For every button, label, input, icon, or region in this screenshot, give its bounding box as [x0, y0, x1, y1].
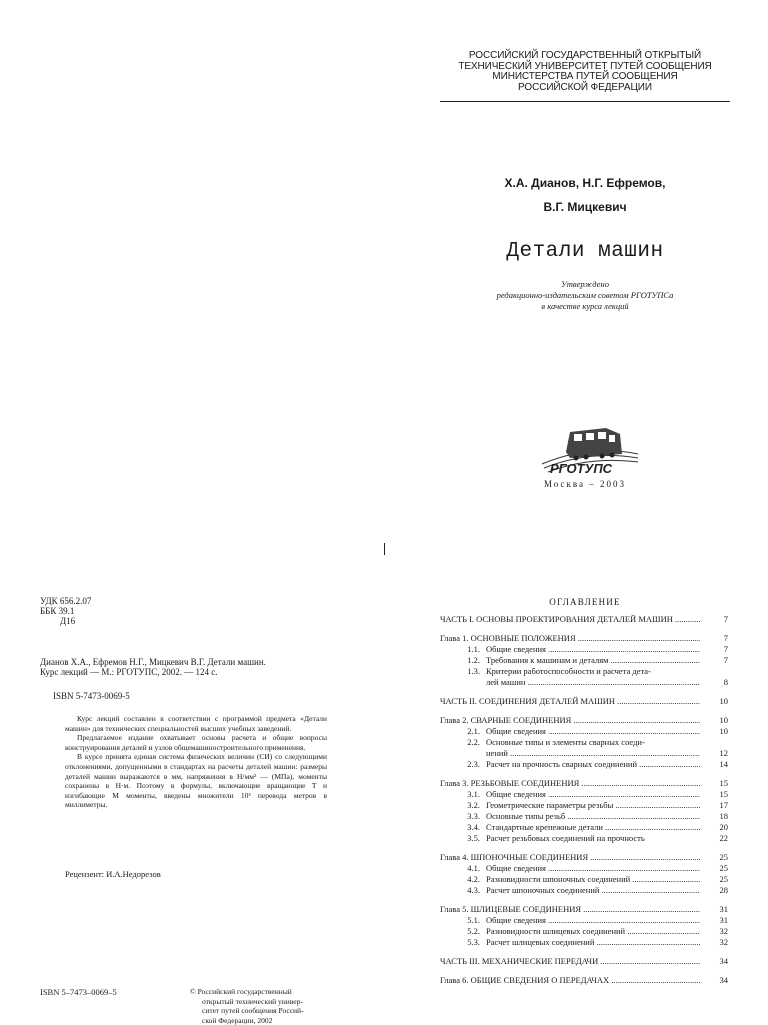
toc-section: [440, 885, 728, 896]
copyright-notice: [190, 987, 338, 1025]
toc-entry-title: Глава 1. ОСНОВНЫЕ ПОЛОЖЕНИЯ .....: [440, 633, 700, 644]
toc-page-number: 14: [704, 759, 728, 770]
toc-section-number: 1.1.: [440, 644, 480, 655]
toc-entry-title: Общие сведения .....: [486, 644, 700, 655]
toc-section-number: 1.2.: [440, 655, 480, 666]
toc-page-number: 15: [704, 778, 728, 789]
toc-section-number: 5.2.: [440, 926, 480, 937]
toc-entry-title: Глава 5. ШЛИЦЕВЫЕ СОЕДИНЕНИЯ .....: [440, 904, 700, 915]
toc-entry-title: ЧАСТЬ I. ОСНОВЫ ПРОЕКТИРОВАНИЯ ДЕТАЛЕЙ МАШИН .....: [440, 614, 700, 625]
toc-section: [440, 677, 728, 688]
toc-section: [440, 800, 728, 811]
toc-chapter: [440, 633, 728, 644]
toc-entry-title: ЧАСТЬ III. МЕХАНИЧЕСКИЕ ПЕРЕДАЧИ .....: [440, 956, 700, 967]
toc-section-number: 3.5.: [440, 833, 480, 844]
annotation-paragraph: Предлагаемое издание охватывает основы расчета и общие вопросы конструирования деталей и узлов общемашиностроительного применения.: [65, 733, 327, 752]
toc-entry-title: Основные типы резьб .....: [486, 811, 700, 822]
bibliographic-record: [40, 657, 340, 677]
isbn-footer: ISBN 5–7473–0069–5: [40, 987, 117, 997]
toc-part: [440, 956, 728, 967]
train-logo-icon: [540, 424, 640, 480]
logo-text: РГОТУПС: [550, 461, 613, 476]
toc-entry-title: Основные типы и элементы сварных соеди-: [486, 737, 700, 748]
toc-section-number: 3.2.: [440, 800, 480, 811]
annotation-paragraph: В курсе принята единая система физических величин (СИ) со следующими отклонениями, допущенными в стандартах на расчеты деталей машин: размеры деталей машин выражаются в мм, напряжения в Н/мм² — (МПа), моменты сохранены в Н·м. Поэтому в формулы, включающие вращающие Т и изгибающие М моменты, введены множители 10³ перевода метров в миллиметры.: [65, 752, 327, 810]
toc-chapter: [440, 778, 728, 789]
institution-line: РОССИЙСКОЙ ФЕДЕРАЦИИ: [440, 83, 730, 94]
toc-entry-title: Разновидности шлицевых соединений .....: [486, 926, 700, 937]
toc-section: [440, 666, 728, 677]
annotation-paragraph: Курс лекций составлен в соответствии с программой предмета «Детали машин» для технических специальностей высших учебных заведений.: [65, 714, 327, 733]
toc-section-number: 1.3.: [440, 666, 480, 677]
toc-section-number: 5.3.: [440, 937, 480, 948]
page-fold-mark: [384, 543, 385, 555]
toc-page-number: 12: [704, 748, 728, 759]
annotation: [65, 714, 327, 810]
toc-section-number: 2.2.: [440, 737, 480, 748]
toc-section-number: 2.1.: [440, 726, 480, 737]
toc-entry-title: ЧАСТЬ II. СОЕДИНЕНИЯ ДЕТАЛЕЙ МАШИН .....: [440, 696, 700, 707]
toc-section: [440, 874, 728, 885]
toc-page-number: 22: [704, 833, 728, 844]
toc-section: [440, 915, 728, 926]
toc-entry-title: Общие сведения .....: [486, 789, 700, 800]
approval-line: Утверждено: [440, 279, 730, 290]
approval-line: в качестве курса лекций: [440, 301, 730, 312]
toc-entry-title: Общие сведения .....: [486, 915, 700, 926]
institution-line: МИНИСТЕРСТВА ПУТЕЙ СООБЩЕНИЯ: [440, 72, 730, 83]
toc-page-number: 31: [704, 915, 728, 926]
toc-page-number: 34: [704, 956, 728, 967]
toc-entry-title: Глава 3. РЕЗЬБОВЫЕ СОЕДИНЕНИЯ .....: [440, 778, 700, 789]
toc-entry-title: Геометрические параметры резьбы .....: [486, 800, 700, 811]
toc-heading: ОГЛАВЛЕНИЕ: [440, 597, 730, 607]
bib-line: Дианов Х.А., Ефремов Н.Г., Мицкевич В.Г. Детали машин.: [40, 657, 340, 667]
toc-section: [440, 926, 728, 937]
bbk-code: ББК 39.1: [40, 606, 340, 616]
book-title: Детали машин: [440, 240, 730, 263]
toc-page-number: 18: [704, 811, 728, 822]
toc-section: [440, 748, 728, 759]
toc-entry-title: Расчет шпоночных соединений .....: [486, 885, 700, 896]
toc-entry-title: Разновидности шпоночных соединений .....: [486, 874, 700, 885]
toc-section: [440, 759, 728, 770]
toc-part: [440, 696, 728, 707]
toc-page-number: 7: [704, 633, 728, 644]
toc-section-number: 5.1.: [440, 915, 480, 926]
toc-section: [440, 737, 728, 748]
toc-entry-title: Требования к машинам и деталям .....: [486, 655, 700, 666]
toc-section: [440, 811, 728, 822]
authors-line-2: В.Г. Мицкевич: [440, 200, 730, 214]
toc-section-number: 4.2.: [440, 874, 480, 885]
toc-section: [440, 789, 728, 800]
toc-entry-title: Расчет на прочность сварных соединений .....: [486, 759, 700, 770]
toc-part: [440, 614, 728, 625]
toc-entry-title: Общие сведения .....: [486, 863, 700, 874]
toc-section-number: 4.1.: [440, 863, 480, 874]
toc-page-number: 20: [704, 822, 728, 833]
toc-page-number: 15: [704, 789, 728, 800]
toc-section-number: 2.3.: [440, 759, 480, 770]
toc-section: [440, 644, 728, 655]
classification-codes: [40, 596, 340, 626]
toc-chapter: [440, 715, 728, 726]
toc-page-number: 7: [704, 614, 728, 625]
toc-page-number: 32: [704, 926, 728, 937]
toc-page-number: 28: [704, 885, 728, 896]
authors-line-1: Х.А. Дианов, Н.Г. Ефремов,: [440, 176, 730, 190]
toc-page-number: 25: [704, 863, 728, 874]
toc-page-number: 7: [704, 644, 728, 655]
toc-section-number: 4.3.: [440, 885, 480, 896]
reviewer: Рецензент: И.А.Недорезов: [65, 869, 161, 879]
toc-page-number: 8: [704, 677, 728, 688]
toc-entry-title: нений .....: [486, 748, 700, 759]
toc-entry-title: Критерии работоспособности и расчета дета-: [486, 666, 700, 677]
toc-chapter: [440, 975, 728, 986]
toc-page-number: 34: [704, 975, 728, 986]
toc-section: [440, 863, 728, 874]
copyright-line: открытый технический универ-: [190, 997, 338, 1007]
approval-note: [440, 279, 730, 312]
table-of-contents: [440, 614, 728, 986]
header-rule: [440, 101, 730, 102]
toc-entry-title: Глава 6. ОБЩИЕ СВЕДЕНИЯ О ПЕРЕДАЧАХ .....: [440, 975, 700, 986]
toc-section-number: 3.1.: [440, 789, 480, 800]
toc-section: [440, 822, 728, 833]
toc-entry-title: Общие сведения .....: [486, 726, 700, 737]
toc-chapter: [440, 852, 728, 863]
toc-section: [440, 833, 728, 844]
toc-section: [440, 655, 728, 666]
toc-page-number: 10: [704, 726, 728, 737]
approval-line: редакционно-издательским советом РГОТУПСа: [440, 290, 730, 301]
institution-header: [440, 51, 730, 93]
toc-entry-title: Расчет шлицевых соединений .....: [486, 937, 700, 948]
toc-page-number: 17: [704, 800, 728, 811]
publisher-logo: [540, 424, 640, 480]
institution-line: ТЕХНИЧЕСКИЙ УНИВЕРСИТЕТ ПУТЕЙ СООБЩЕНИЯ: [440, 62, 730, 73]
toc-entry-title: Глава 2. СВАРНЫЕ СОЕДИНЕНИЯ .....: [440, 715, 700, 726]
toc-entry-title: Глава 4. ШПОНОЧНЫЕ СОЕДИНЕНИЯ .....: [440, 852, 700, 863]
toc-entry-title: лей машин .....: [486, 677, 700, 688]
toc-page-number: 32: [704, 937, 728, 948]
toc-page-number: 10: [704, 696, 728, 707]
toc-page-number: 31: [704, 904, 728, 915]
isbn: ISBN 5-7473-0069-5: [53, 691, 130, 701]
copyright-line: © Российский государственный: [190, 987, 338, 997]
author-code: Д16: [40, 616, 340, 626]
toc-chapter: [440, 904, 728, 915]
copyright-line: ситет путей сообщения Россий-: [190, 1006, 338, 1016]
toc-page-number: 7: [704, 655, 728, 666]
institution-line: РОССИЙСКИЙ ГОСУДАРСТВЕННЫЙ ОТКРЫТЫЙ: [440, 51, 730, 62]
toc-entry-title: Стандартные крепежные детали .....: [486, 822, 700, 833]
toc-page-number: 25: [704, 852, 728, 863]
toc-page-number: 10: [704, 715, 728, 726]
toc-section: [440, 937, 728, 948]
copyright-line: ской Федерации, 2002: [190, 1016, 338, 1025]
toc-entry-title: Расчет резьбовых соединений на прочность: [486, 833, 700, 844]
bib-line: Курс лекций — М.: РГОТУПС, 2002. — 124 с.: [40, 667, 340, 677]
toc-section-number: 3.4.: [440, 822, 480, 833]
city-year: Москва – 2003: [440, 479, 730, 489]
toc-page-number: 25: [704, 874, 728, 885]
toc-section: [440, 726, 728, 737]
toc-section-number: 3.3.: [440, 811, 480, 822]
udk-code: УДК 656.2.07: [40, 596, 340, 606]
